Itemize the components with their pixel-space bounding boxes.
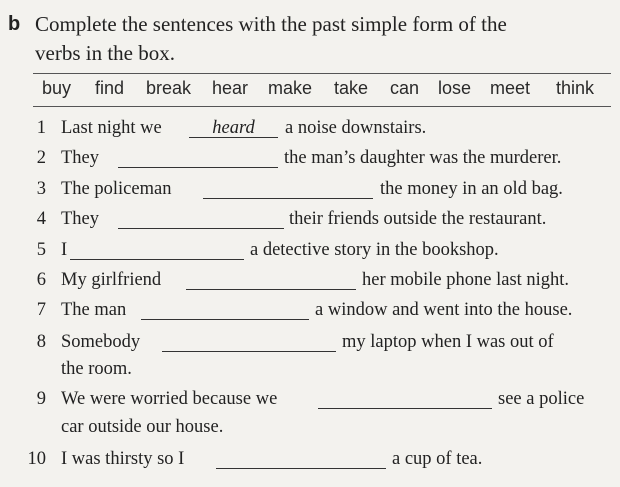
- sentence-8-continuation: the room.: [61, 359, 132, 379]
- instruction-line-1: Complete the sentences with the past simple form of the: [35, 12, 507, 36]
- sentence-9-continuation: car outside our house.: [61, 417, 224, 437]
- answer-blank[interactable]: [141, 300, 309, 320]
- sentence-number: 2: [36, 148, 46, 168]
- sentence-number: 1: [36, 118, 46, 138]
- answer-blank[interactable]: [70, 240, 244, 260]
- sentence-number: 7: [36, 300, 46, 320]
- word-box-item: buy: [42, 78, 72, 98]
- sentence-before: I: [61, 240, 68, 260]
- word-box-item: lose: [438, 78, 472, 98]
- sentence-number: 6: [36, 270, 46, 290]
- sentence-before: I was thirsty so I: [61, 449, 185, 469]
- answer-blank[interactable]: [118, 209, 284, 229]
- word-box-top-rule: [33, 73, 611, 74]
- answer-blank[interactable]: [118, 148, 278, 168]
- word-box-item: make: [268, 78, 313, 98]
- answer-blank[interactable]: [203, 179, 373, 199]
- sentence-number: 9: [36, 389, 46, 409]
- sentence-after: my laptop when I was out of: [342, 332, 554, 352]
- sentence-number: 3: [36, 179, 46, 199]
- sentence-before: We were worried because we: [61, 389, 278, 409]
- sentence-number: 10: [27, 449, 46, 469]
- sentence-after: the man’s daughter was the murderer.: [284, 148, 562, 168]
- sentence-after: a detective story in the bookshop.: [250, 240, 499, 260]
- answer-blank[interactable]: [186, 270, 356, 290]
- answer-blank[interactable]: [318, 389, 492, 409]
- word-box-item: think: [556, 78, 595, 98]
- exercise-instruction: [35, 10, 605, 68]
- word-box: [42, 78, 612, 102]
- answer-blank[interactable]: heard: [189, 118, 278, 138]
- sentence-before: Last night we: [61, 118, 162, 138]
- exercise-letter: b: [8, 13, 21, 35]
- word-box-item: can: [390, 78, 420, 98]
- sentence-after: the money in an old bag.: [380, 179, 563, 199]
- sentence-after: a noise downstairs.: [285, 118, 427, 138]
- sentence-after: her mobile phone last night.: [362, 270, 570, 290]
- answer-blank[interactable]: [216, 449, 386, 469]
- sentence-before: They: [61, 148, 100, 168]
- sentence-after: see a police: [498, 389, 585, 409]
- sentence-after: their friends outside the restaurant.: [289, 209, 547, 229]
- word-box-item: break: [146, 78, 192, 98]
- sentence-after: a window and went into the house.: [315, 300, 573, 320]
- word-box-item: hear: [212, 78, 249, 98]
- sentence-number: 8: [36, 332, 46, 352]
- sentence-before: They: [61, 209, 100, 229]
- word-box-item: find: [95, 78, 125, 98]
- sentence-after: a cup of tea.: [392, 449, 483, 469]
- word-box-item: meet: [490, 78, 531, 98]
- sentence-before: The man: [61, 300, 127, 320]
- sentence-before: Somebody: [61, 332, 141, 352]
- word-box-bottom-rule: [33, 106, 611, 107]
- word-box-item: take: [334, 78, 369, 98]
- sentence-number: 5: [36, 240, 46, 260]
- sentence-before: My girlfriend: [61, 270, 162, 290]
- answer-blank[interactable]: [162, 332, 336, 352]
- sentence-before: The policeman: [61, 179, 172, 199]
- instruction-line-2: verbs in the box.: [35, 41, 175, 65]
- sentence-number: 4: [36, 209, 46, 229]
